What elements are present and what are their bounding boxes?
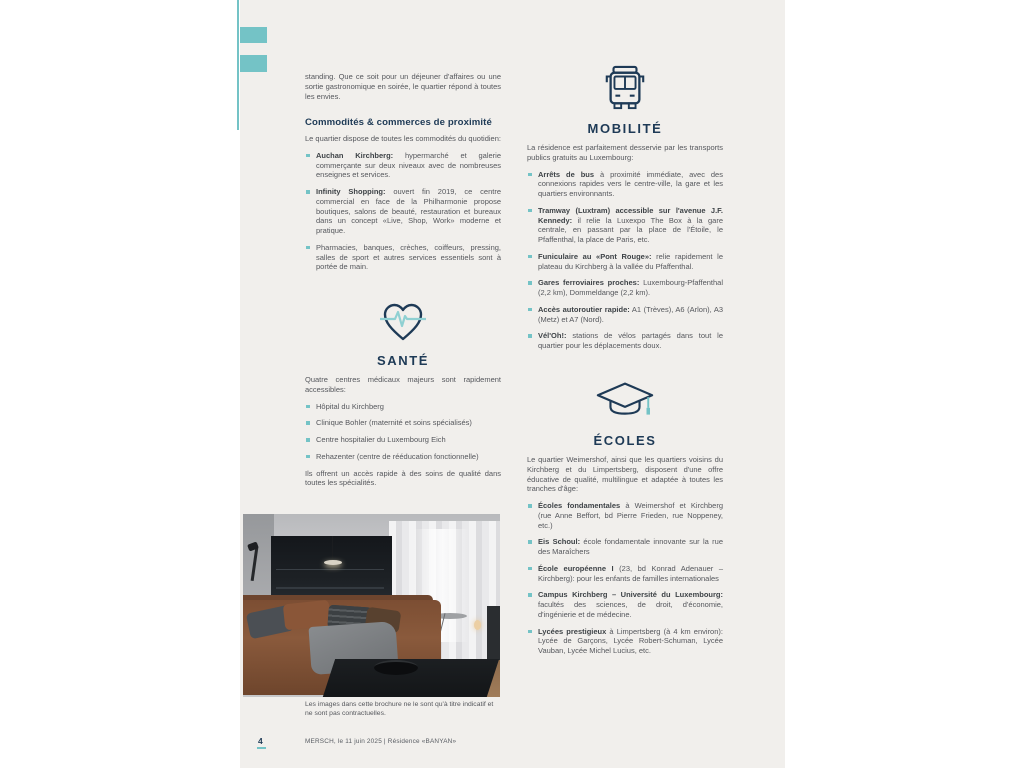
intro-paragraph-block (305, 72, 501, 108)
list-item (527, 305, 723, 325)
photo-shelf-line (276, 587, 384, 589)
bullet-text: Centre hospitalier du Luxembourg Eich (316, 435, 446, 444)
bullet-lead: Infinity Shopping: (316, 187, 386, 196)
bullet-lead: École européenne I (538, 563, 614, 573)
bullet-text: école fondamentale innovante sur la rue des Maraîchers (538, 537, 723, 556)
accent-square-1 (240, 27, 267, 43)
ecoles-bullet-list (527, 501, 723, 656)
list-item (527, 278, 723, 298)
bullet-text: Pharmacies, banques, crèches, coiffeurs, pressing, salles de sport et autres services essentiels sont à portée de main. (316, 242, 501, 272)
ecoles-section (527, 380, 723, 663)
commodites-heading: Commodités & commerces de proximité (305, 117, 492, 128)
list-item (305, 243, 501, 272)
bus-icon (527, 64, 723, 112)
photo-caption: Les images dans cette brochure ne le sont qu'à titre indicatif et ne sont pas contractuelles. (305, 701, 494, 718)
list-item (527, 627, 723, 656)
list-item (527, 170, 723, 199)
bullet-text: Rehazenter (centre de rééducation fonctionnelle) (316, 451, 479, 461)
bullet-lead: Accès autoroutier rapide: (538, 304, 630, 314)
list-item (527, 501, 723, 530)
photo-tv-console (487, 606, 500, 661)
list-item (527, 590, 723, 619)
commodites-bullet-list (305, 151, 501, 272)
list-item (305, 418, 501, 428)
bullet-text: à Limpertsberg (à 4 km environ): Lycée de Garçons, Lycée Robert-Schuman, Lycée Vauban, Lycée Michel Lucius, etc. (538, 626, 723, 655)
bullet-text: Luxembourg-Pfaffenthal (2,2 km), Dommeldange (2,2 km). (538, 278, 724, 297)
sante-section (305, 300, 501, 495)
list-item (305, 187, 501, 236)
bullet-lead: Campus Kirchberg – Université du Luxembourg: (538, 590, 723, 600)
list-item (527, 564, 723, 584)
bullet-lead: Tramway (Luxtram) accessible sur l'avenue J.F. Kennedy: (538, 205, 723, 225)
accent-square-2 (240, 55, 267, 72)
bullet-lead: Funiculaire au «Pont Rouge»: (538, 251, 652, 261)
bullet-text: il relie la Luxexpo The Box à la gare centrale, en passant par la place de l'Étoile, le Pfaffenthal, la place de Paris, etc. (538, 215, 723, 244)
mobilite-lead: La résidence est parfaitement desservie par les transports publics gratuits au Luxembourg: (527, 143, 723, 162)
list-item (527, 252, 723, 272)
mobilite-bullet-list (527, 170, 723, 351)
sante-title: SANTÉ (376, 353, 430, 368)
list-item (305, 151, 501, 180)
photo-pendant-light (324, 560, 342, 565)
commodites-section (305, 117, 501, 279)
bullet-text: à proximité immédiate, avec des connexions rapides vers le centre-ville, la gare et les quartiers environnants. (538, 169, 723, 198)
intro-paragraph: standing. Que ce soit pour un déjeuner d'affaires ou une sortie gastronomique en soirée, le quartier répond à toutes les envies. (305, 72, 501, 101)
ecoles-title: ÉCOLES (593, 433, 657, 448)
list-item (305, 452, 501, 462)
list-item (305, 435, 501, 445)
bullet-text: stations de vélos partagés dans tout le quartier pour les déplacements doux. (538, 331, 723, 350)
bullet-text: hypermarché et galerie commerçante sur deux niveaux avec de nombreuses enseignes et services. (316, 150, 501, 180)
footer-text: MERSCH, le 11 juin 2025 | Résidence «BANYAN» (305, 738, 457, 745)
commodites-lead: Le quartier dispose de toutes les commodités du quotidien: (305, 134, 501, 143)
list-item (305, 402, 501, 412)
bullet-lead: Auchan Kirchberg: (316, 150, 394, 160)
graduation-cap-icon (527, 380, 723, 424)
list-item (527, 331, 723, 351)
bullet-lead: Arrêts de bus (538, 169, 595, 179)
bullet-text: A1 (Trèves), A6 (Arlon), A3 (Metz) et A7 (Nord). (538, 304, 723, 324)
bullet-lead: Écoles fondamentales (538, 501, 621, 510)
sante-bullet-list (305, 402, 501, 462)
photo-shelf-line (276, 569, 384, 571)
page-number: 4 (258, 736, 263, 746)
list-item (527, 537, 723, 557)
bullet-text: relie rapidement le plateau du Kirchberg à la vallée du Pfaffenthal. (538, 251, 723, 271)
left-accent-line (237, 0, 239, 130)
sante-outro: Ils offrent un accès rapide à des soins de qualité dans toutes les spécialités. (305, 468, 501, 488)
bullet-lead: Lycées prestigieux (538, 626, 607, 636)
list-item (527, 206, 723, 245)
bullet-lead: Vél'Oh!: (538, 331, 567, 341)
bullet-lead: Gares ferroviaires proches: (538, 278, 640, 288)
bullet-text: (23, bd Konrad Adenauer – Kirchberg): pour les enfants de familles internationales (538, 563, 723, 583)
interior-photo (243, 514, 500, 697)
mobilite-title: MOBILITÉ (587, 121, 663, 136)
sante-lead: Quatre centres médicaux majeurs sont rapidement accessibles: (305, 375, 501, 394)
bullet-text: à Weimershof et Kirchberg (rue Anne Beffort, bd Pierre Frieden, rue Noppeney, etc.) (538, 501, 724, 530)
bullet-text: Hôpital du Kirchberg (316, 401, 384, 411)
ecoles-lead: Le quartier Weimershof, ainsi que les quartiers voisins du Kirchberg et du Limpertsberg, disposent d'une offre éducative de qualité, multilingue et adaptée à toutes les tranches d'âge: (527, 455, 723, 494)
photo-pendant-cord (332, 536, 334, 560)
bullet-text: Clinique Bohler (maternité et soins spécialisés) (316, 418, 472, 428)
bullet-text: facultés des sciences, de droit, d'économie, d'ingénierie et de médecine. (538, 600, 723, 619)
bullet-text: ouvert fin 2019, ce centre commercial en face de la Philharmonie propose boutiques, salons de beauté, restauration et bureaux dans un concept «Live, Shop, Work» moderne et pratique. (316, 187, 501, 235)
mobilite-section (527, 64, 723, 358)
bullet-lead: Eis Schoul: (538, 537, 581, 547)
heartbeat-icon (305, 300, 501, 344)
